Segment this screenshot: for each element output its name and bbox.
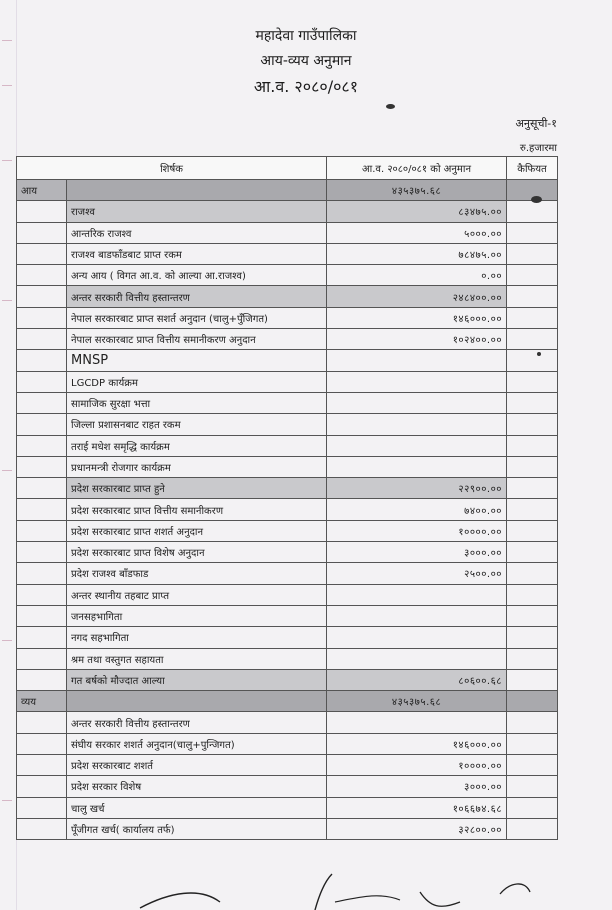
blank-cell — [17, 542, 67, 563]
row-title: तराई मधेश समृद्धि कार्यक्रम — [67, 435, 327, 456]
row-amount: २२९००.०० — [327, 478, 507, 499]
row-title: राजश्व — [67, 201, 327, 222]
blank-cell — [17, 435, 67, 456]
table-row — [17, 584, 558, 605]
row-amount: १०२४००.०० — [327, 329, 507, 350]
remarks-cell — [507, 563, 558, 584]
blank-cell — [17, 478, 67, 499]
row-amount — [327, 712, 507, 733]
remarks-cell — [507, 222, 558, 243]
blank-cell — [17, 520, 67, 541]
col-remarks: कैफियत — [507, 157, 558, 180]
blank-cell — [17, 456, 67, 477]
row-title: प्रदेश सरकारबाट प्राप्त हुने — [67, 478, 327, 499]
row-amount: ०.०० — [327, 265, 507, 286]
table-row — [17, 392, 558, 413]
blank-cell — [17, 605, 67, 626]
section-label: आय — [17, 180, 67, 201]
table-row — [17, 307, 558, 328]
blank-cell — [17, 712, 67, 733]
remarks-cell — [507, 755, 558, 776]
remarks-cell — [507, 414, 558, 435]
blank-cell — [17, 307, 67, 328]
row-title: अन्तर स्थानीय तहबाट प्राप्त — [67, 584, 327, 605]
blank-cell — [17, 797, 67, 818]
row-amount: ३०००.०० — [327, 542, 507, 563]
row-title: गत बर्षको मौज्दात आल्या — [67, 669, 327, 690]
signature-marks — [130, 872, 570, 910]
row-title: प्रदेश सरकारबाट प्राप्त शशर्त अनुदान — [67, 520, 327, 541]
table-row — [17, 712, 558, 733]
row-amount: ३२८००.०० — [327, 818, 507, 839]
row-amount — [327, 605, 507, 626]
schedule-label: अनुसूची-१ — [515, 117, 557, 130]
table-row — [17, 265, 558, 286]
blank-cell — [17, 329, 67, 350]
table-row — [17, 605, 558, 626]
row-amount: १००००.०० — [327, 755, 507, 776]
page-margin — [0, 0, 17, 910]
blank-cell — [17, 286, 67, 307]
fiscal-year: आ.व. २०८०/०८१ — [253, 77, 359, 96]
row-amount — [327, 350, 507, 371]
row-title: नगद सहभागिता — [67, 627, 327, 648]
table-row — [17, 371, 558, 392]
table-row — [17, 648, 558, 669]
row-title: जिल्ला प्रशासनबाट राहत रकम — [67, 414, 327, 435]
row-title: अन्तर सरकारी वित्तीय हस्तान्तरण — [67, 286, 327, 307]
row-amount: ७४००.०० — [327, 499, 507, 520]
row-amount: २५००.०० — [327, 563, 507, 584]
ink-mark — [386, 104, 395, 109]
table-row — [17, 627, 558, 648]
document-title: आय-व्यय अनुमान — [260, 53, 352, 69]
row-title: LGCDP कार्यक्रम — [67, 371, 327, 392]
row-amount: ३०००.०० — [327, 776, 507, 797]
table-row — [17, 542, 558, 563]
remarks-cell — [507, 329, 558, 350]
blank-cell — [17, 669, 67, 690]
blank-cell — [17, 350, 67, 371]
row-title: सामाजिक सुरक्षा भत्ता — [67, 392, 327, 413]
remarks-cell — [507, 542, 558, 563]
blank-cell — [17, 733, 67, 754]
remarks-cell — [507, 520, 558, 541]
remarks-cell — [507, 201, 558, 222]
remarks-cell — [507, 478, 558, 499]
row-title: संघीय सरकार शशर्त अनुदान(चालु+पुन्जिगत) — [67, 733, 327, 754]
table-row — [17, 499, 558, 520]
section-label: व्यय — [17, 691, 67, 712]
remarks-cell — [507, 818, 558, 839]
unit-label: रु.हजारमा — [519, 143, 557, 154]
section-blank — [67, 691, 327, 712]
remarks-cell — [507, 371, 558, 392]
row-amount: ८०६००.६८ — [327, 669, 507, 690]
table-row — [17, 520, 558, 541]
row-title: चालु खर्च — [67, 797, 327, 818]
table-header-row — [17, 157, 558, 180]
remarks-cell — [507, 669, 558, 690]
section-total: ४३५३७५.६८ — [327, 180, 507, 201]
row-amount: ८३४७५.०० — [327, 201, 507, 222]
row-amount — [327, 371, 507, 392]
blank-cell — [17, 563, 67, 584]
table-row — [17, 435, 558, 456]
row-amount — [327, 584, 507, 605]
table-row — [17, 563, 558, 584]
remarks-cell — [507, 627, 558, 648]
table-row — [17, 222, 558, 243]
table-row — [17, 669, 558, 690]
row-amount: १००००.०० — [327, 520, 507, 541]
table-row — [17, 733, 558, 754]
row-amount — [327, 435, 507, 456]
remarks-cell — [507, 243, 558, 264]
document-header — [0, 24, 612, 99]
row-amount: २४८४००.०० — [327, 286, 507, 307]
table-row — [17, 414, 558, 435]
row-title: प्रदेश सरकारबाट प्राप्त वित्तीय समानीकरण — [67, 499, 327, 520]
blank-cell — [17, 371, 67, 392]
section-blank — [67, 180, 327, 201]
remarks-cell — [507, 435, 558, 456]
blank-cell — [17, 392, 67, 413]
blank-cell — [17, 818, 67, 839]
blank-cell — [17, 222, 67, 243]
ink-mark — [531, 196, 542, 203]
remarks-cell — [507, 307, 558, 328]
row-title: MNSP — [67, 350, 327, 371]
row-title: नेपाल सरकारबाट प्राप्त वित्तीय समानीकरण अनुदान — [67, 329, 327, 350]
row-amount — [327, 627, 507, 648]
row-title: नेपाल सरकारबाट प्राप्त सशर्त अनुदान (चालु+पुँजिगत) — [67, 307, 327, 328]
blank-cell — [17, 627, 67, 648]
remarks-cell — [507, 265, 558, 286]
row-title: अन्य आय ( विगत आ.व. को आल्या आ.राजश्व) — [67, 265, 327, 286]
remarks-cell — [507, 499, 558, 520]
table-body — [17, 180, 558, 840]
remarks-cell — [507, 456, 558, 477]
table-row — [17, 755, 558, 776]
blank-cell — [17, 584, 67, 605]
row-title: जनसहभागिता — [67, 605, 327, 626]
row-amount — [327, 456, 507, 477]
budget-table — [16, 156, 558, 840]
remarks-cell — [507, 392, 558, 413]
remarks-cell — [507, 797, 558, 818]
row-amount: ५०००.०० — [327, 222, 507, 243]
row-amount: १४६०००.०० — [327, 307, 507, 328]
table-row — [17, 776, 558, 797]
blank-cell — [17, 499, 67, 520]
remarks-cell — [507, 286, 558, 307]
blank-cell — [17, 201, 67, 222]
blank-cell — [17, 414, 67, 435]
blank-cell — [17, 243, 67, 264]
table-row — [17, 243, 558, 264]
row-title: प्रधानमन्त्री रोजगार कार्यक्रम — [67, 456, 327, 477]
table-row — [17, 350, 558, 371]
blank-cell — [17, 648, 67, 669]
row-amount: १४६०००.०० — [327, 733, 507, 754]
table-row — [17, 201, 558, 222]
remarks-cell — [507, 712, 558, 733]
row-title: आन्तरिक राजश्व — [67, 222, 327, 243]
row-title: प्रदेश सरकार विशेष — [67, 776, 327, 797]
remarks-cell — [507, 776, 558, 797]
table-row — [17, 478, 558, 499]
row-title: अन्तर सरकारी वित्तीय हस्तान्तरण — [67, 712, 327, 733]
blank-cell — [17, 776, 67, 797]
row-amount: ७८४७५.०० — [327, 243, 507, 264]
row-amount — [327, 414, 507, 435]
ink-mark — [537, 352, 541, 356]
remarks-cell — [507, 605, 558, 626]
section-row-expense — [17, 691, 558, 712]
remarks-cell — [507, 691, 558, 712]
remarks-cell — [507, 350, 558, 371]
section-row-income — [17, 180, 558, 201]
org-name: महादेवा गाउँपालिका — [255, 28, 357, 44]
section-total: ४३५३७५.६८ — [327, 691, 507, 712]
row-title: श्रम तथा वस्तुगत सहायता — [67, 648, 327, 669]
table-row — [17, 286, 558, 307]
row-title: राजश्व बाडफाँडबाट प्राप्त रकम — [67, 243, 327, 264]
table-row — [17, 818, 558, 839]
col-estimate: आ.व. २०८०/०८१ को अनुमान — [327, 157, 507, 180]
row-amount: १०६६७४.६८ — [327, 797, 507, 818]
row-title: प्रदेश सरकारबाट प्राप्त विशेष अनुदान — [67, 542, 327, 563]
remarks-cell — [507, 648, 558, 669]
table-row — [17, 456, 558, 477]
row-amount — [327, 648, 507, 669]
remarks-cell — [507, 733, 558, 754]
row-title: प्रदेश राजश्व बाँडफाड — [67, 563, 327, 584]
row-title: प्रदेश सरकारबाट शशर्त — [67, 755, 327, 776]
blank-cell — [17, 755, 67, 776]
row-amount — [327, 392, 507, 413]
remarks-cell — [507, 584, 558, 605]
row-title: पूँजीगत खर्च( कार्यालय तर्फ) — [67, 818, 327, 839]
blank-cell — [17, 265, 67, 286]
table-row — [17, 797, 558, 818]
col-heading: शिर्षक — [17, 157, 327, 180]
table-row — [17, 329, 558, 350]
